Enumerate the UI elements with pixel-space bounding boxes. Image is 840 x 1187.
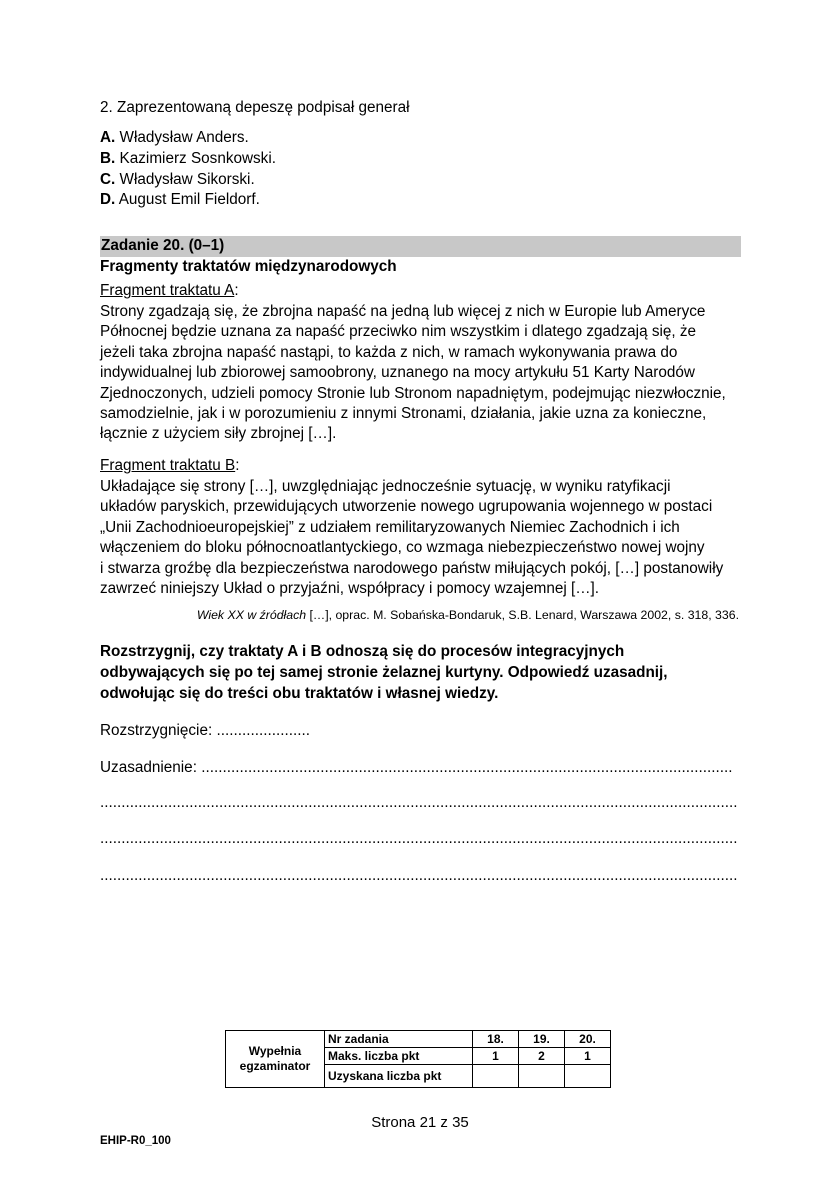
text-line: zawrzeć niniejszy Układ o przyjaźni, współpracy i pomocy wzajemnej […]. [100, 580, 600, 598]
decision-answer-line[interactable]: Rozstrzygnięcie: ...................... [100, 722, 310, 739]
justification-answer-line[interactable]: Uzasadnienie: ............................................................................................................................. [100, 759, 733, 776]
colon: : [235, 457, 240, 474]
row-label: Nr zadania [325, 1031, 473, 1048]
obtained-points-cell[interactable] [519, 1065, 565, 1088]
option-text: Kazimierz Sosnkowski. [115, 150, 276, 167]
task-instruction [100, 641, 668, 704]
text-line: łącznie z użyciem siły zbrojnej […]. [100, 425, 337, 443]
document-code: EHIP-R0_100 [100, 1135, 171, 1147]
task-number: 20. [565, 1031, 611, 1048]
option-d [100, 190, 260, 210]
table-row [226, 1031, 611, 1048]
instruction-line: odbywających się po tej samej stronie żelaznej kurtyny. Odpowiedź uzasadnij, [100, 664, 668, 681]
option-letter: D. [100, 191, 116, 208]
instruction-line: Rozstrzygnij, czy traktaty A i B odnoszą się do procesów integracyjnych [100, 643, 625, 660]
filler-label: Wypełnia [248, 1044, 302, 1058]
text-line: „Unii Zachodnioeuropejskiej” z udziałem remilitaryzowanych Niemiec Zachodnich i ich [100, 518, 680, 536]
filler-label: egzaminator [239, 1059, 311, 1073]
text-line: układów paryskich, przewidujących utworzenie nowego ugrupowania wojennego w postaci [100, 498, 713, 516]
answer-dotted-line[interactable]: ...................................................................................................................................................... [100, 867, 738, 884]
task-header: Zadanie 20. (0–1) [101, 237, 225, 254]
fragment-a-heading [100, 281, 239, 301]
text-line: Zjednoczonych, udzieli pomocy Stronie lub Stronom napadniętym, podejmując niezwłocznie, [100, 384, 726, 402]
option-letter: C. [100, 171, 116, 188]
source-citation [197, 608, 739, 622]
row-label: Uzyskana liczba pkt [325, 1065, 473, 1088]
max-points: 1 [565, 1048, 611, 1065]
option-b [100, 149, 276, 169]
answer-dotted-line[interactable]: ...................................................................................................................................................... [100, 794, 738, 811]
option-a [100, 128, 249, 148]
row-label: Maks. liczba pkt [325, 1048, 473, 1065]
filler-cell [226, 1031, 325, 1088]
answer-dotted-line[interactable]: ...................................................................................................................................................... [100, 830, 738, 847]
text-line: włączeniem do bloku północnoatlantyckiego, co wzmaga niebezpieczeństwo nowej wojny [100, 539, 705, 557]
text-line: Układające się strony […], uwzględniając jednocześnie sytuację, w wyniku ratyfikacji [100, 478, 671, 495]
fragment-b-heading [100, 456, 239, 476]
option-letter: B. [100, 150, 116, 167]
obtained-points-cell[interactable] [473, 1065, 519, 1088]
max-points: 1 [473, 1048, 519, 1065]
task-number: 19. [519, 1031, 565, 1048]
option-letter: A. [100, 129, 116, 146]
task-title: Fragmenty traktatów międzynarodowych [100, 258, 397, 275]
text-line: i stwarza groźbę dla bezpieczeństwa narodowego państw miłujących pokój, […] postanowiły [100, 559, 724, 577]
option-text: Władysław Anders. [115, 129, 249, 146]
text-line: jeżeli taka zbrojna napaść nastąpi, to każda z nich, w ramach wykonywania prawa do [100, 343, 678, 361]
option-text: Władysław Sikorski. [115, 171, 255, 188]
option-c [100, 170, 255, 190]
fragment-b-text [100, 477, 723, 599]
question-stem: 2. Zaprezentowaną depeszę podpisał generał [100, 99, 410, 116]
page-number: Strona 21 z 35 [371, 1114, 469, 1131]
text-line: samodzielnie, jak i w porozumieniu z innymi Stronami, działania, jakie uzna za konieczne, [100, 405, 707, 423]
text-line: indywidualnej lub zbiorowej samoobrony, uznanego na mocy artykułu 51 Karty Narodów [100, 364, 695, 382]
source-title: Wiek XX w źródłach [196, 608, 307, 622]
text-line: Północnej będzie uznana za napaść przeciwko nim wszystkim i dlatego zgadzają się, że [100, 323, 697, 341]
source-details: […], oprac. M. Sobańska-Bondaruk, S.B. Lenard, Warszawa 2002, s. 318, 336. [306, 608, 739, 622]
instruction-line: odwołując się do treści obu traktatów i własnej wiedzy. [100, 685, 499, 702]
task-number: 18. [473, 1031, 519, 1048]
fragment-b-label: Fragment traktatu B [100, 457, 236, 474]
text-line: Strony zgadzają się, że zbrojna napaść na jedną lub więcej z nich w Europie lub Ameryce [100, 303, 706, 320]
fragment-a-label: Fragment traktatu A [100, 282, 235, 299]
fragment-a-text [100, 302, 726, 445]
score-table [225, 1030, 611, 1088]
colon: : [234, 282, 239, 299]
option-text: August Emil Fieldorf. [115, 191, 260, 208]
obtained-points-cell[interactable] [565, 1065, 611, 1088]
max-points: 2 [519, 1048, 565, 1065]
task-header-bar [100, 236, 741, 257]
